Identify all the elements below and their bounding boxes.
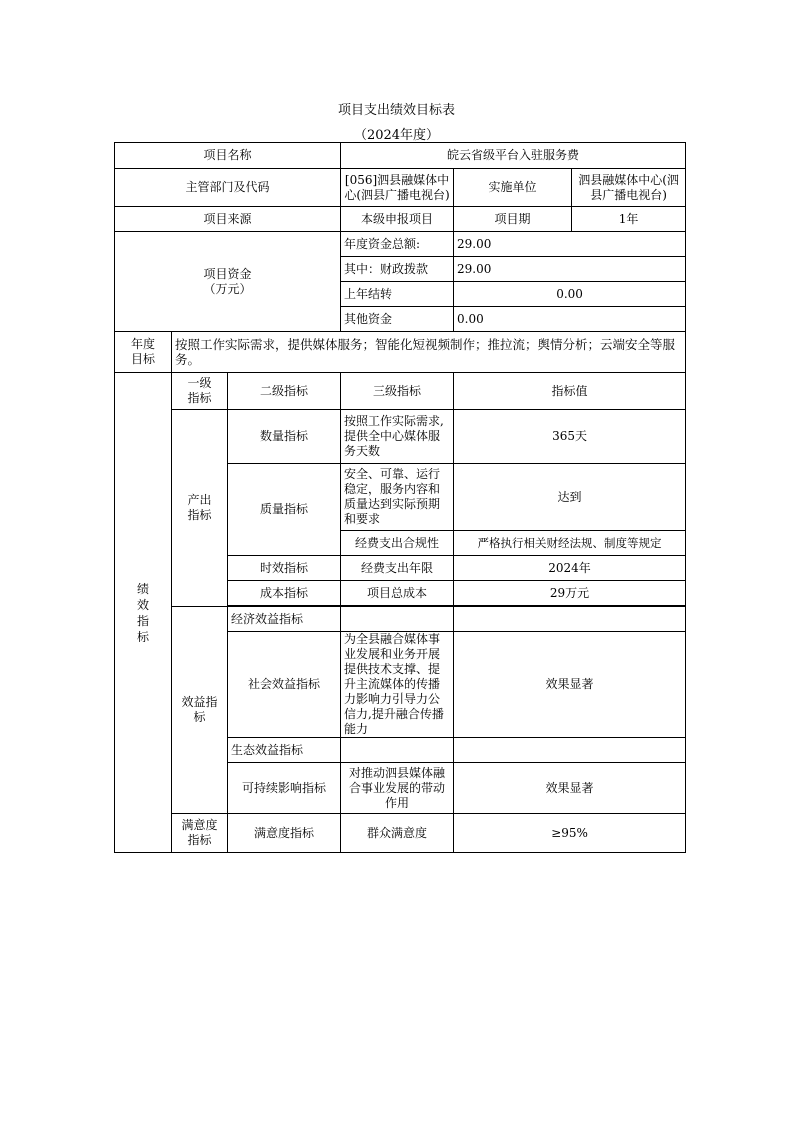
benefit-label (172, 607, 228, 814)
funds-fiscal-value: 29.00 (454, 257, 686, 282)
period-value: 1年 (572, 207, 686, 232)
benefit-label-line2: 标 (193, 710, 206, 724)
funds-carryover-label: 上年结转 (341, 282, 454, 307)
satisfaction-label-line1: 满意度 (181, 818, 218, 832)
quantity-label: 数量指标 (228, 410, 341, 464)
perf-label-char-1: 绩 (136, 581, 149, 596)
perf-label (115, 373, 172, 853)
header-level1-line2: 指标 (187, 391, 212, 405)
funds-total-value: 29.00 (454, 232, 686, 257)
source-value: 本级申报项目 (341, 207, 454, 232)
perf-label-char-2: 效 (136, 597, 149, 612)
quality-value-a: 达到 (454, 464, 686, 531)
eco-value (454, 738, 686, 763)
sustain-value: 效果显著 (454, 763, 686, 814)
output-label-line1: 产出 (187, 493, 212, 507)
annual-goal-label-line2: 目标 (130, 352, 155, 366)
satisfaction-l2: 满意度指标 (228, 814, 341, 853)
sustain-l3: 对推动泗县媒体融合事业发展的带动作用 (341, 763, 454, 814)
perf-label-char-4: 标 (136, 629, 149, 644)
annual-goal-text: 按照工作实际需求，提供媒体服务；智能化短视频制作；推拉流；舆情分析；云端安全等服务。 (172, 332, 686, 373)
header-level1-line1: 一级 (187, 376, 212, 390)
funds-label-line1: 项目资金 (203, 266, 252, 281)
cost-l3: 项目总成本 (341, 581, 454, 606)
quality-l3-a: 安全、可靠、运行稳定，服务内容和质量达到实际预期和要求 (341, 464, 454, 531)
funds-carryover-value: 0.00 (454, 282, 686, 307)
project-name-label: 项目名称 (115, 143, 341, 169)
economic-l3 (341, 607, 454, 632)
satisfaction-l3: 群众满意度 (341, 814, 454, 853)
quantity-value: 365天 (454, 410, 686, 464)
perf-label-char-3: 指 (136, 613, 149, 628)
funds-label (115, 232, 341, 332)
quantity-l3: 按照工作实际需求,提供全中心媒体服务天数 (341, 410, 454, 464)
economic-value (454, 607, 686, 632)
header-level1 (172, 373, 228, 410)
dept-label: 主管部门及代码 (115, 169, 341, 207)
header-level2: 二级指标 (228, 373, 341, 410)
satisfaction-label (172, 814, 228, 853)
economic-label: 经济效益指标 (228, 607, 341, 632)
performance-table (114, 142, 686, 853)
funds-fiscal-label: 其中：财政拨款 (341, 257, 454, 282)
time-label: 时效指标 (228, 556, 341, 581)
header-value: 指标值 (454, 373, 686, 410)
time-value: 2024年 (454, 556, 686, 581)
project-name-value: 皖云省级平台入驻服务费 (341, 143, 686, 169)
period-label: 项目期 (454, 207, 572, 232)
social-value: 效果显著 (454, 632, 686, 738)
output-label (172, 410, 228, 607)
funds-other-label: 其他资金 (341, 307, 454, 332)
dept-value: [056]泗县融媒体中心(泗县广播电视台) (341, 169, 454, 207)
year-subtitle: （2024年度） (353, 128, 440, 143)
quality-label: 质量指标 (228, 464, 341, 556)
eco-l3 (341, 738, 454, 763)
eco-label: 生态效益指标 (228, 738, 341, 763)
funds-total-label: 年度资金总额: (341, 232, 454, 257)
social-label: 社会效益指标 (228, 632, 341, 738)
satisfaction-value: ≥95% (454, 814, 686, 853)
funds-label-line2: （万元） (203, 281, 252, 296)
impl-unit-label: 实施单位 (454, 169, 572, 207)
page-title: 项目支出绩效目标表 (337, 103, 455, 118)
satisfaction-label-line2: 指标 (187, 833, 212, 847)
source-label: 项目来源 (115, 207, 341, 232)
sustain-label: 可持续影响指标 (228, 763, 341, 814)
cost-value: 29万元 (454, 581, 686, 606)
header-level3: 三级指标 (341, 373, 454, 410)
annual-goal-label-line1: 年度 (130, 337, 155, 351)
annual-goal-label (115, 332, 172, 373)
quality-value-b: 严格执行相关财经法规、制度等规定 (454, 531, 686, 556)
impl-unit-value: 泗县融媒体中心(泗县广播电视台) (572, 169, 686, 207)
output-label-line2: 指标 (187, 508, 212, 522)
social-l3: 为全县融合媒体事业发展和业务开展提供技术支撑、提升主流媒体的传播力影响力引导力公信力,提升融合传播能力 (341, 632, 454, 738)
funds-other-value: 0.00 (454, 307, 686, 332)
cost-label: 成本指标 (228, 581, 341, 606)
benefit-label-line1: 效益指 (181, 695, 218, 709)
time-l3: 经费支出年限 (341, 556, 454, 581)
quality-l3-b: 经费支出合规性 (341, 531, 454, 556)
